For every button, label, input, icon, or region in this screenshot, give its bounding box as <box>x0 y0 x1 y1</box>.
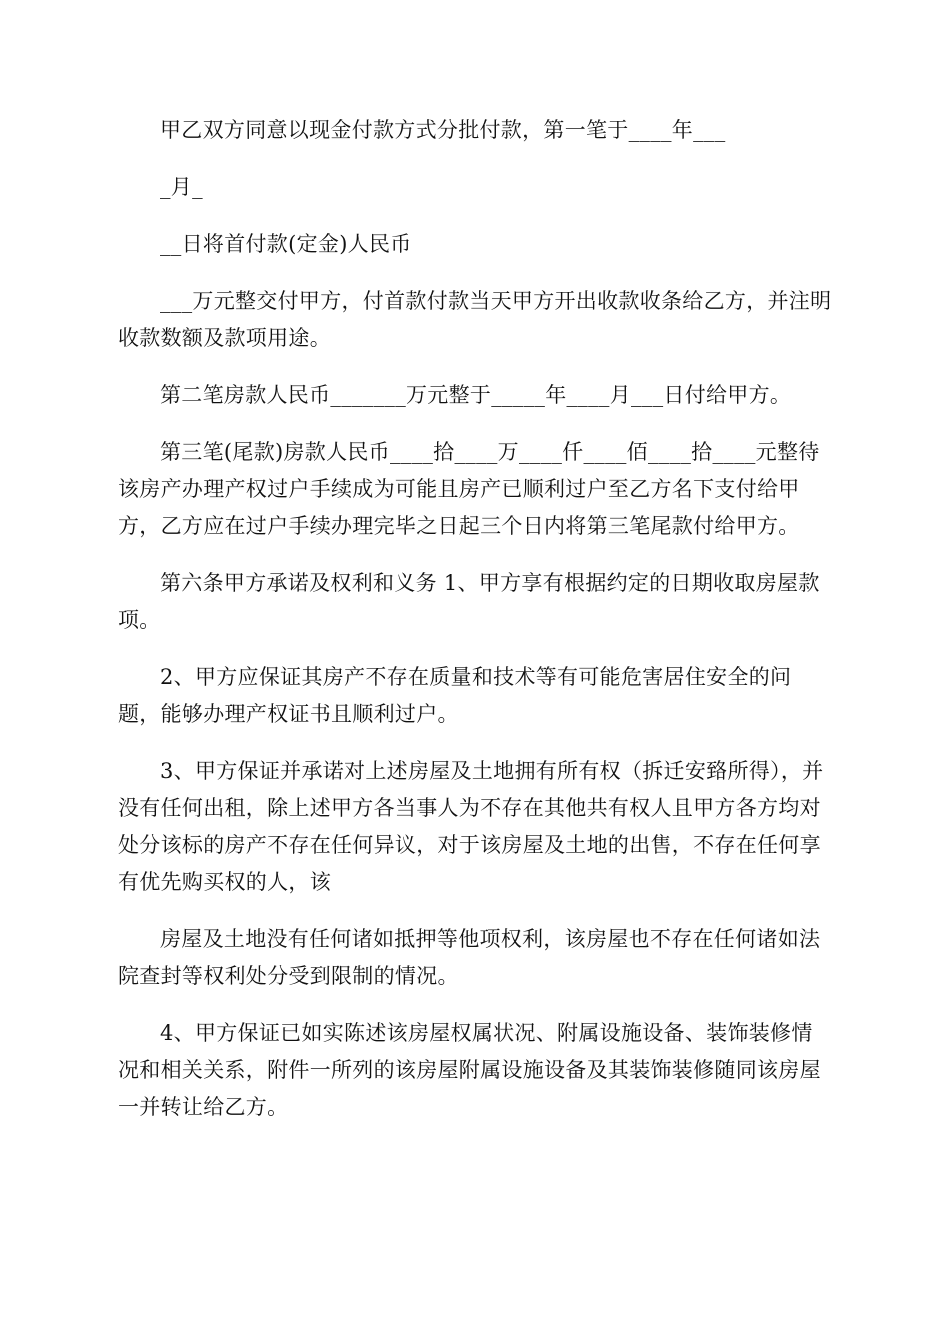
paragraph-third-payment: 第三笔(尾款)房款人民币____拾____万____仟____佰____拾____元整待该房产办理产权过户手续成为可能且房产已顺利过户至乙方名下支付给甲方，乙方应在过户手续办理完毕之日起三个日内将第三笔尾款付给甲方。 <box>118 440 820 538</box>
paragraph-deposit-date: __日将首付款(定金)人民币 <box>160 232 412 256</box>
paragraph-deposit-amount: ___万元整交付甲方，付首款付款当天甲方开出收款收条给乙方，并注明收款数额及款项用途。 <box>118 289 832 350</box>
paragraph-month-blank: _月_ <box>160 175 203 199</box>
paragraph-second-payment: 第二笔房款人民币_______万元整于_____年____月___日付给甲方。 <box>160 383 792 407</box>
paragraph-clause-3-continued: 房屋及土地没有任何诸如抵押等他项权利，该房屋也不存在任何诸如法院查封等权利处分受到限制的情况。 <box>118 927 821 988</box>
paragraph-clause-2: 2、甲方应保证其房产不存在质量和技术等有可能危害居住安全的问题，能够办理产权证书且顺利过户。 <box>118 665 792 726</box>
paragraph-clause-4: 4、甲方保证已如实陈述该房屋权属状况、附属设施设备、装饰装修情况和相关关系，附件一所列的该房屋附属设施设备及其装饰装修随同该房屋一并转让给乙方。 <box>118 1021 821 1119</box>
paragraph-article-six: 第六条甲方承诺及权利和义务 1、甲方享有根据约定的日期收取房屋款项。 <box>118 571 820 632</box>
paragraph-clause-3: 3、甲方保证并承诺对上述房屋及土地拥有所有权（拆迁安臵所得），并没有任何出租，除上述甲方各当事人为不存在其他共有权人且甲方各方均对处分该标的房产不存在任何异议，对于该房屋及土地的出售，不存在任何享有优先购买权的人，该 <box>118 759 824 894</box>
paragraph-installment-intro: 甲乙双方同意以现金付款方式分批付款，第一笔于____年___ <box>160 118 726 142</box>
